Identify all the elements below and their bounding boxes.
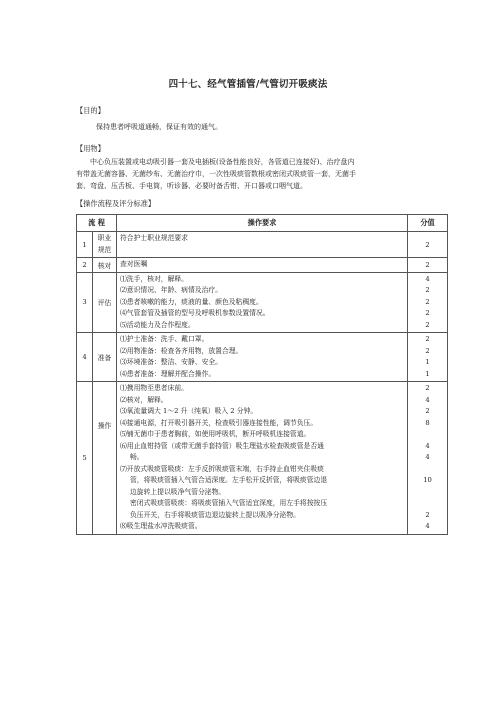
row-step: 操作 bbox=[93, 382, 117, 535]
requirement-line: ⑷患者准备：理解并配合操作。 bbox=[120, 369, 216, 378]
requirement-line: 查对医嘱 bbox=[120, 260, 148, 268]
score-value bbox=[411, 498, 444, 510]
requirement-line: ⑶患者咳嗽的能力，痰液的量、颜色及粘稠度。 bbox=[120, 297, 263, 306]
score-value: 4 bbox=[425, 522, 430, 530]
purpose-heading: 【目的】 bbox=[76, 106, 105, 115]
score-value: 4 bbox=[425, 453, 430, 461]
page-title: 四十七、经气管插管/气管切开吸痰法 bbox=[168, 79, 328, 90]
table-row bbox=[77, 232, 448, 258]
requirement-line: ⑻吸生理盐水冲洗吸痰管。 bbox=[120, 522, 202, 530]
row-requirements bbox=[117, 333, 408, 382]
requirement-line: ⑷气管套管及插管的型号及呼吸机参数设置情况。 bbox=[120, 309, 270, 317]
score-value: 2 bbox=[425, 320, 430, 329]
requirement-line: 符合护士职业规范要求 bbox=[120, 234, 188, 242]
row-number: 4 bbox=[77, 333, 93, 382]
score-value: 1 bbox=[425, 358, 430, 366]
row-scores bbox=[408, 333, 448, 382]
score-value: 2 bbox=[425, 335, 430, 343]
step-label: 职业 bbox=[97, 234, 112, 242]
score-value: 1 bbox=[425, 369, 430, 378]
requirement-line: ⑵核对，解释。 bbox=[120, 395, 168, 404]
requirement-line: ⑵意识情况、年龄、病情及治疗。 bbox=[120, 286, 222, 294]
requirement-line: 密闭式吸痰管吸痰：将吸痰管插入气管适宜深度，用左手将按按压 bbox=[130, 499, 328, 507]
score-value bbox=[411, 464, 444, 476]
table-row bbox=[77, 333, 448, 382]
step-label: 规范 bbox=[97, 245, 112, 254]
score-value bbox=[411, 487, 444, 499]
header-step: 流 程 bbox=[77, 215, 117, 232]
supplies-line-1: 中心负压装置或电动吸引器一套及电插板(设备性能良好，各管道已连接好)、治疗盘内 bbox=[90, 158, 355, 166]
row-step bbox=[93, 232, 117, 258]
requirement-line: ⑶氧流量调大 1～2 升（纯氧）吸入 2 分钟。 bbox=[120, 407, 258, 415]
score-value bbox=[411, 429, 444, 441]
requirement-line: ⑶环境准备：整洁、安静、安全。 bbox=[120, 358, 222, 366]
table-header-row bbox=[77, 215, 448, 232]
requirement-line: ⑷接通电源，打开吸引器开关，检查吸引器连接性能，调节负压。 bbox=[120, 418, 318, 427]
score-value: 10 bbox=[423, 476, 432, 484]
score-value: 8 bbox=[425, 418, 430, 427]
header-score: 分值 bbox=[408, 215, 448, 232]
requirement-line: ⑴护士准备：洗手、戴口罩。 bbox=[120, 335, 209, 343]
process-heading: 【操作流程及评分标准】 bbox=[76, 199, 156, 208]
score-value: 2 bbox=[425, 510, 430, 519]
row-score: 2 bbox=[408, 258, 448, 273]
row-scores bbox=[408, 382, 448, 535]
row-step: 准备 bbox=[93, 333, 117, 382]
requirement-line: ⑺开放式吸痰管吸痰：左手反折吸痰管末端，右手持止血钳夹住吸痰 bbox=[120, 464, 324, 473]
score-value: 4 bbox=[425, 441, 430, 450]
row-number: 5 bbox=[77, 382, 93, 535]
table-row bbox=[77, 272, 448, 333]
row-requirements bbox=[117, 232, 408, 258]
supplies-line-3: 套、弯盘、压舌板、手电筒，听诊器、必要时备舌钳、开口器或口咽气道。 bbox=[76, 182, 307, 190]
score-value: 2 bbox=[425, 286, 430, 294]
requirement-line: ⑴携用物至患者床前。 bbox=[120, 384, 188, 392]
process-table bbox=[76, 214, 448, 535]
requirement-line: 负压开关，右手将吸痰管边退边旋转上提以吸净分泌物。 bbox=[130, 510, 300, 519]
row-number: 3 bbox=[77, 272, 93, 333]
score-value: 2 bbox=[425, 384, 430, 392]
score-value: 2 bbox=[425, 309, 430, 317]
requirement-line: 管，将吸痰管插入气管合适深度。左手松开反折管，将吸痰管边退 bbox=[130, 476, 328, 484]
supplies-line-2: 有带盖无菌容器、无菌纱布、无菌治疗巾，一次性吸痰管数根或密闭式吸痰管一套，无菌手 bbox=[76, 170, 356, 178]
requirement-line: ⑴洗手，核对，解释。 bbox=[120, 274, 188, 283]
table-row bbox=[77, 258, 448, 273]
requirement-line: ⑸活动能力及合作程度。 bbox=[120, 320, 195, 329]
score-value: 4 bbox=[425, 395, 430, 404]
requirement-line: ⑵用物准备：检查各齐用物，放置合理。 bbox=[120, 346, 243, 355]
score-value: 4 bbox=[425, 274, 430, 283]
requirement-line: 畅。 bbox=[130, 453, 144, 461]
supplies-heading: 【用物】 bbox=[76, 144, 105, 153]
table-row bbox=[77, 382, 448, 535]
row-number: 1 bbox=[77, 232, 93, 258]
row-score: 2 bbox=[408, 232, 448, 258]
purpose-text: 保持患者呼吸道通畅，保证有效的通气。 bbox=[96, 123, 222, 131]
row-requirements bbox=[117, 272, 408, 333]
requirement-line: ⑹用止血钳持管（或带无菌手套持管）吸生理盐水检查吸痰管是否通 bbox=[120, 441, 324, 450]
score-value: 2 bbox=[425, 297, 430, 306]
row-number: 2 bbox=[77, 258, 93, 273]
row-scores bbox=[408, 272, 448, 333]
row-requirements bbox=[117, 258, 408, 273]
header-requirements: 操作要求 bbox=[117, 215, 408, 232]
score-value: 2 bbox=[425, 346, 430, 355]
requirement-line: 边旋转上提以吸净气管分泌物。 bbox=[130, 487, 226, 496]
requirement-line: ⑸铺无菌巾于患者胸前，如使用呼吸机，断开呼吸机连接管道。 bbox=[120, 430, 311, 438]
row-step: 评估 bbox=[93, 272, 117, 333]
row-requirements bbox=[117, 382, 408, 535]
row-step: 核对 bbox=[93, 258, 117, 273]
score-value: 2 bbox=[425, 407, 430, 415]
